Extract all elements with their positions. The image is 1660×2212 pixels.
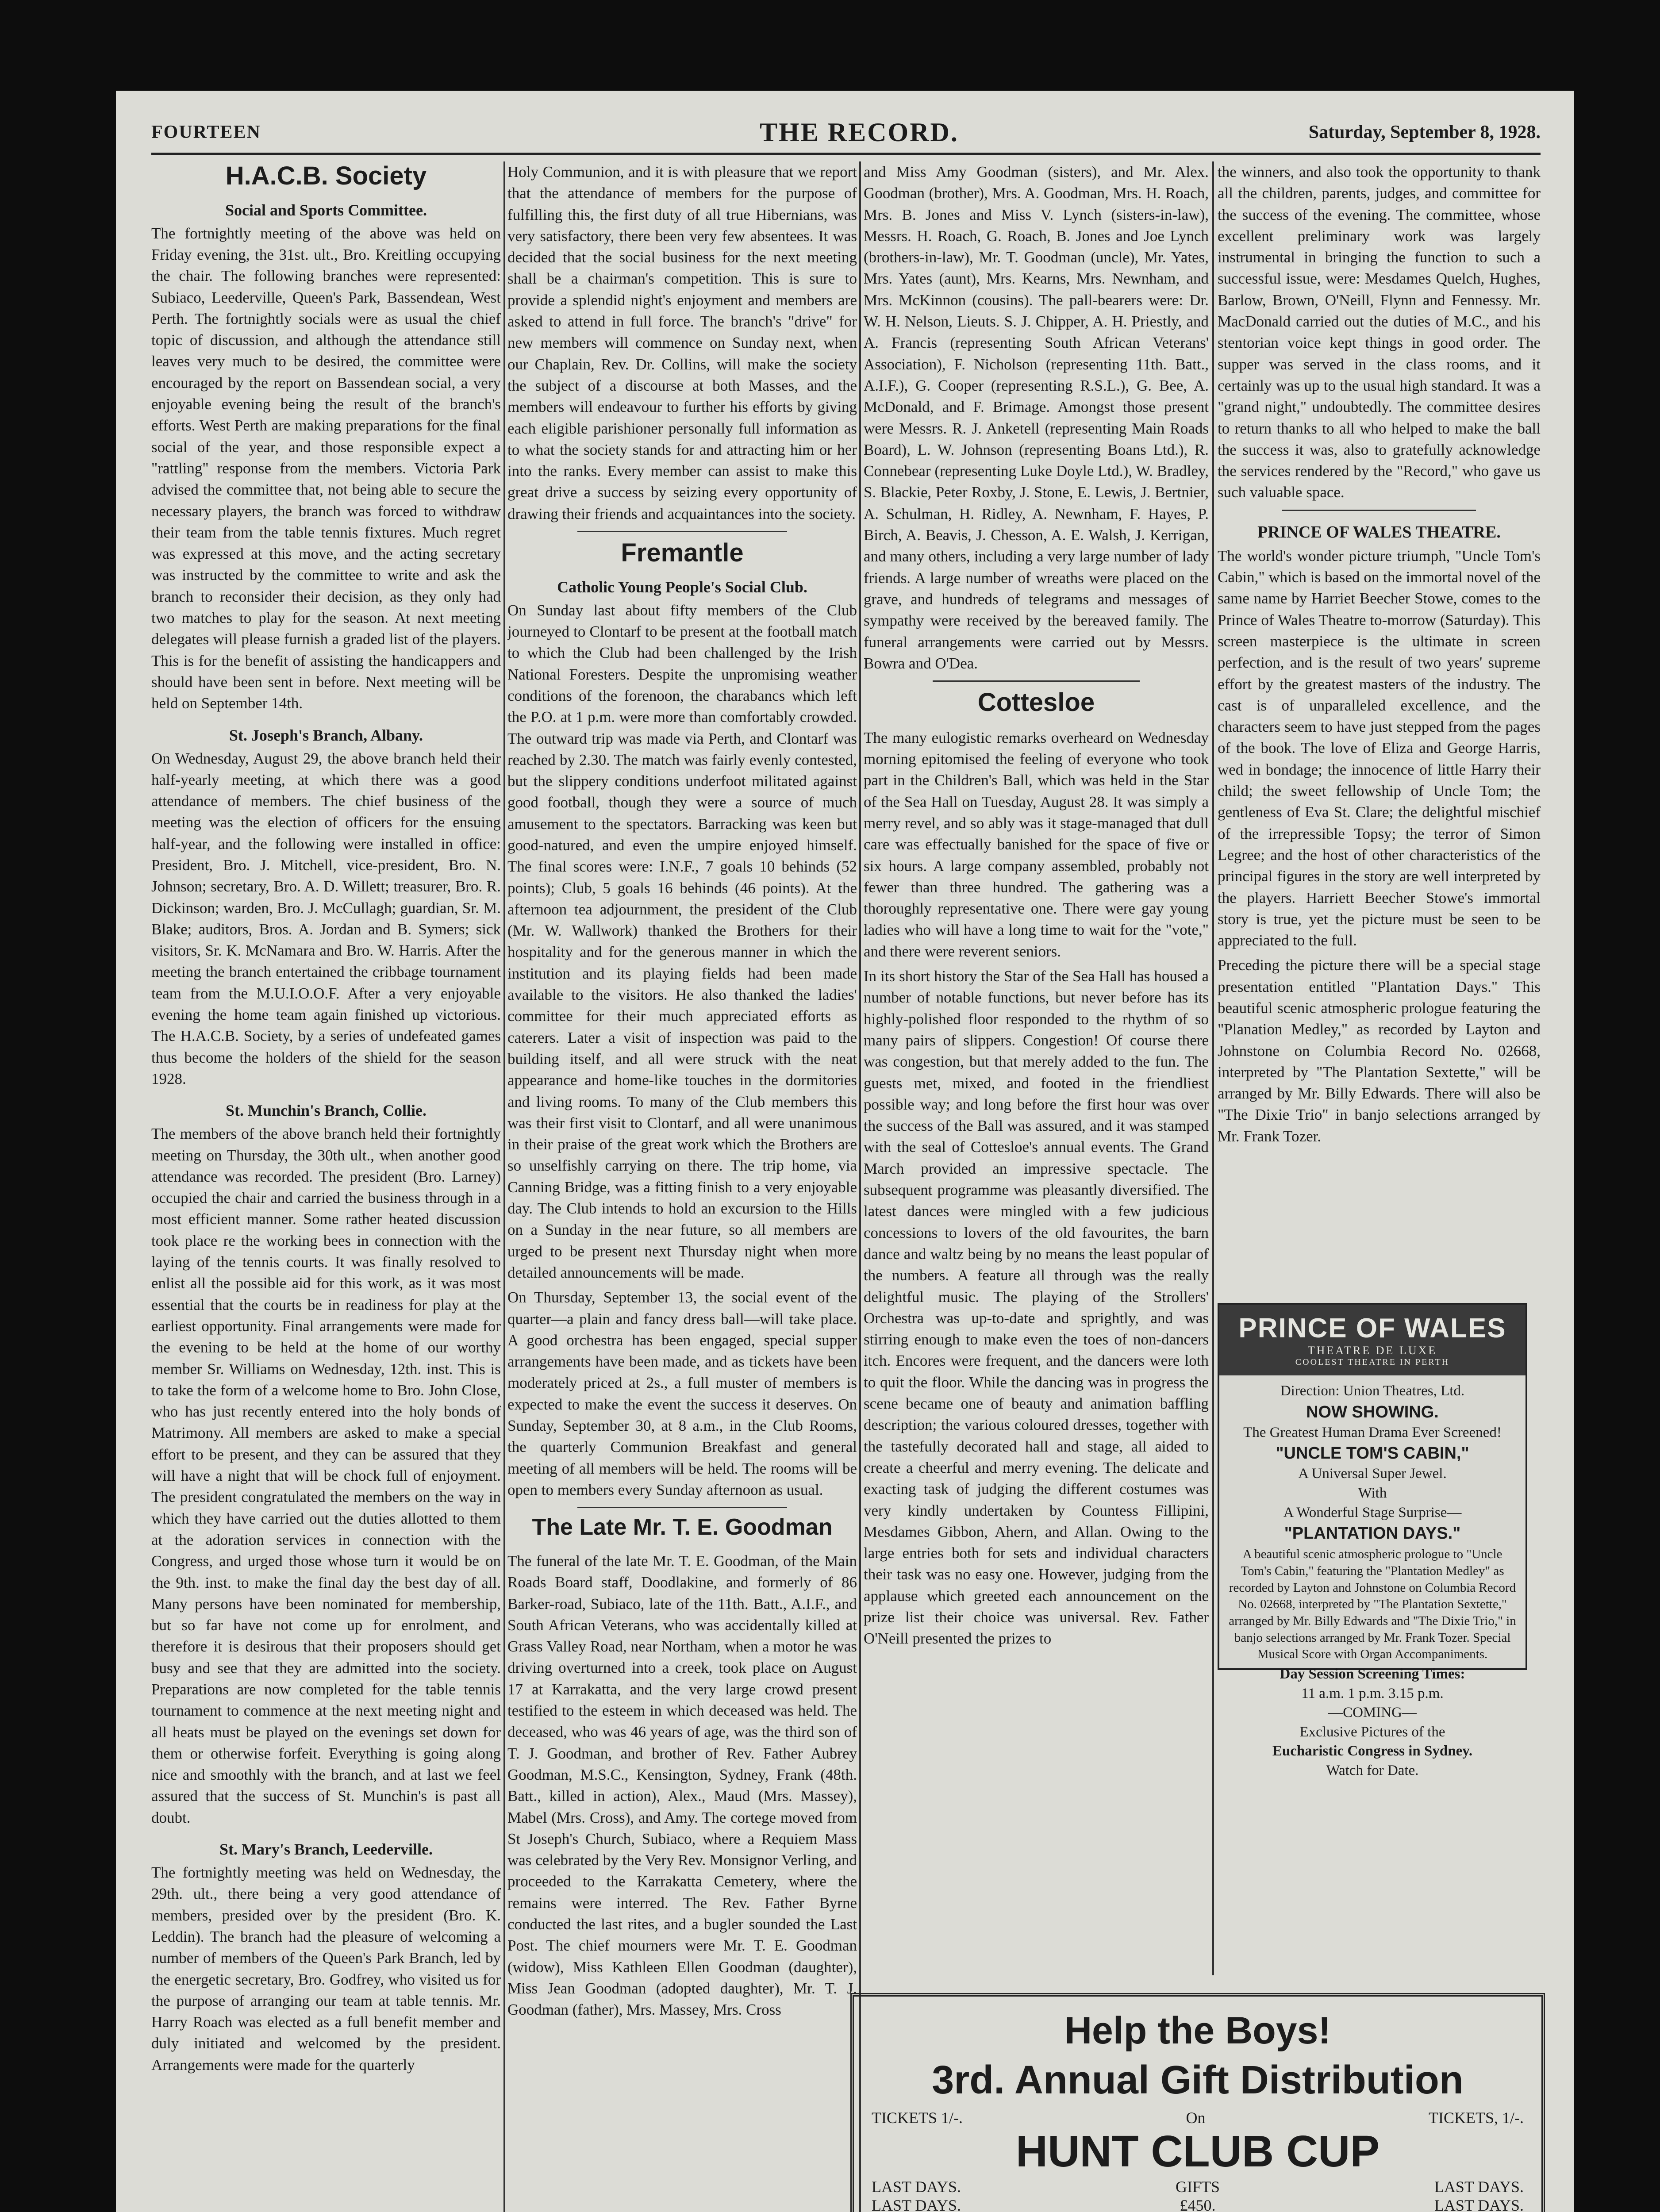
banner-name: PRINCE OF WALES: [1238, 1313, 1506, 1344]
leederville-paragraph: The fortnightly meeting was held on Wednesday, the 29th. ult., there being a very good attendance of members, presided over by the president (Bro. K. Leddin). The branch had the pleasure of welcoming a number of members of the Queen's Park Branch, led by the energetic secretary, Bro. Godfrey, who visited us for the purpose of arranging our team at table tennis. Mr. Harry Roach was elected as a full benefit member and duly initiated and welcomed by the president. Arrangements were made for the quarterly: [151, 1864, 501, 2074]
tickets-right: TICKETS, 1/-.: [1429, 2108, 1524, 2127]
cottesloe-paragraph-3: the winners, and also took the opportunity to thank all the children, parents, judges, and committee for the success of the evening. The committee, whose excellent preliminary work was largely instrumental in bringing the function to such a successful issue, were: Mesdames Quelch, Hughes, Barlow, Brown, O'Neill, Flynn and Fennessy. Mr. MacDonald carried out the duties of M.C., and his stentorian voice kept things in good order. The supper was served in the class rooms, and it certainly was up to the usual high standard. It was a "grand night," undoubtedly. The committee desires to return thanks to all who helped to make the ball the success it was, also to gratefully acknowledge the services rendered by the "Record," who gave us such valuable space.: [1218, 163, 1541, 501]
fremantle-heading: Fremantle: [621, 538, 744, 568]
last-days-row-2: [872, 2196, 1524, 2212]
divider: [577, 1507, 787, 1508]
fremantle-subheading: Catholic Young People's Social Club.: [557, 578, 807, 596]
surprise-line: A Wonderful Stage Surprise—: [1283, 1504, 1462, 1521]
theatre-advertisement: [1218, 1303, 1527, 1778]
fremantle-paragraph-1: On Sunday last about fifty members of the Club journeyed to Clontarf to be present at the football match to which the Club had been challenged by the Irish National Foresters. Despite the unpromising weather conditions of the forenoon, the charabancs which left the P.O. at 1 p.m. were more than comfortably crowded. The outward trip was made via Perth, and Clontarf was reached by 2.30. The match was fairly evenly contested, but the slippery conditions underfoot militated against good football, though they were a source of much amusement to the spectators. Barracking was keen but good-natured, and even the umpire enjoyed himself. The final scores were: I.N.F., 7 goals 10 behinds (52 points); Club, 5 goals 16 behinds (46 points). At the afternoon tea adjournment, the president of the Club (Mr. W. Wallwork) thanked the Brothers for their hospitality and for the generous manner in which the institution and its playing fields had been made available to the visitors. He also thanked the ladies' committee for their much appreciated efforts as caterers. Later a visit of inspection was paid to the building itself, and all were struck with the neat appearance and home-like touches in the dormitories and living rooms. To many of the Club members this was their first visit to Clontarf, and all were unanimous in their praise of the great work which the Brothers are so unselfishly carrying on there. The trip home, via Canning Bridge, was a fitting finish to a very enjoyable day. The Club intends to hold an excursion to the Hills on a Sunday in the near future, so all members are urged to be present next Thursday night when more detailed announcements will be made.: [507, 601, 857, 1281]
now-showing: NOW SHOWING.: [1306, 1402, 1439, 1421]
albany-paragraph: On Wednesday, August 29, the above branch held their half-yearly meeting, at which there was a good attendance of members. The chief business of the meeting was the election of officers for the ensuing half-year, and the following were installed in office: President, Bro. J. Mitchell, vice-president, Bro. N. Johnson; secretary, Bro. A. D. Willett; treasurer, Bro. R. Dickinson; warden, Bro. J. McCullagh; guardian, Sr. M. Blake; auditors, Bros. A. Jordan and B. Symers; sick visitors, Sr. K. McNamara and Bro. W. Harris. After the meeting the branch entertained the cribbage tournament team from the M.U.I.O.O.F. After a very enjoyable evening the home team again finished up victorious. The H.A.C.B. Society, by a series of undefeated games thus become the holders of the shield for the season 1928.: [151, 749, 501, 1087]
on-label: On: [1186, 2108, 1206, 2127]
banner-tagline: COOLEST THEATRE IN PERTH: [1295, 1357, 1450, 1367]
collie-paragraph: The members of the above branch held their fortnightly meeting on Thursday, the 30th ult., when another good attendance was recorded. The president (Bro. Larney) occupied the chair and carried the business through in a most efficient manner. Some rather heated discussion took place re the working bees in connection with the laying of the tennis courts. It was finally resolved to enlist all the possible aid for this work, as it was most essential that the courts be in readiness for play at the earliest opportunity. Final arrangements were made for the evening to be held at the home of our worthy member Sr. Williams on Wednesday, 12th. inst. This is to take the form of a welcome home to Bro. John Close, who has just recently entered into the holy bonds of Matrimony. All members are asked to make a special effort to be present, and they can be assured that they will have a night that will be chock full of enjoyment. The president congratulated the members on the way in which they have carried out the duties allotted to them at the adoration services in connection with the Congress, and urged those whose turn it would be on the 9th. inst. to make the final day the best day of all. Many persons have been nominated for membership, but so far have not come up for enrolment, and therefore it is desirous that their proposers should get busy and see that they are admitted into the society. Preparations are now completed for the table tennis tournament to commence at the next meeting night and all heats must be played on the evenings set down for them or otherwise forfeit. Everything is going along nice and smoothly with the branch, and at last we feel assured that the success of St. Munchin's is past all doubt.: [151, 1125, 501, 1826]
with-line: With: [1358, 1485, 1387, 1501]
social-paragraph: The fortnightly meeting of the above was held on Friday evening, the 31st. ult., Bro. Kreitling occupying the chair. The following branches were represented: Subiaco, Leederville, Queen's Park, Bassendean, West Perth. The fortnightly socials were as usual the chief topic of discussion, and although the attendance still leaves very much to be desired, the committee were encouraged by the report on Bassendean social, a very enjoyable evening being the result of the branch's efforts. West Perth are making preparations for the final social of the year, and those responsible expect a "rattling" response from the members. Victoria Park advised the committee that, not being able to secure the necessary players, the branch was forced to withdraw their team from the table tennis fixtures. Much regret was expressed at this move, and the acting secretary was instructed by the committee to write and ask the branch to reconsider their decision, as they only had two matches to play for the season. At next meeting delegates will please furnish a graded list of the players. This is for the benefit of assisting the handicappers and should have been sent in before. Next meeting will be held on September 14th.: [151, 224, 501, 712]
times-label: Day Session Screening Times:: [1280, 1666, 1465, 1682]
column-2: [507, 161, 857, 2212]
stage-description: A beautiful scenic atmospheric prologue to "Uncle Tom's Cabin," featuring the "Plantation Medley" as recorded by Layton and Johnstone on Columbia Record No. 02668, interpreted by "The Plantation Sextette," arranged by Mr. Billy Edwards and "The Dixie Trio," in banjo selections arranged by Mr. Frank Tozer. Special Musical Score with Organ Accompaniments.: [1229, 1547, 1516, 1662]
collie-subheading: St. Munchin's Branch, Collie.: [225, 1102, 427, 1120]
divider: [577, 531, 787, 532]
gift-headline: Help the Boys!: [1064, 2009, 1331, 2052]
coming: —COMING—: [1328, 1705, 1417, 1721]
issue-date: Saturday, September 8, 1928.: [1308, 122, 1541, 142]
hacb-heading: H.A.C.B. Society: [225, 161, 427, 190]
goodman-heading: The Late Mr. T. E. Goodman: [532, 1514, 833, 1540]
eucharistic-line: Eucharistic Congress in Sydney.: [1272, 1743, 1473, 1759]
cottesloe-heading: Cottesloe: [977, 688, 1095, 717]
last-days-label: LAST DAYS.: [872, 2196, 961, 2212]
direction-line: Direction: Union Theatres, Ltd.: [1280, 1383, 1465, 1399]
cottesloe-paragraph-2: In its short history the Star of the Sea Hall has housed a number of notable functions, but never before has its highly-polished floor responded to the rhythm of so many pairs of slippers. Congestion! Of course there was congestion, but that merely added to the fun. The guests met, mixed, and footed in the friendliest possible way; and long before the first hour was over the success of the Ball was assured, and it was stamped with the seal of Cottesloe's annual events. The Grand March provided an impressive spectacle. The subsequent programme was pleasantly diversified. The latest dances were mingled with a few judicious concessions to lovers of the old favourites, the barn dance and waltz being by no means the least popular of the numbers. A feature all through was the really delightful music. The playing of the Strollers' Orchestra was up-to-date and sprightly, and was stirring enough to make even the toes of non-dancers itch. Encores were frequent, and the dancers were loth to quit the floor. While the dancing was in progress the scene became one of beauty and animation baffling description; the various coloured dresses, together with the tastefully decorated hall and stage, all aided to create a cheerful and merry evening. The delicate and exacting task of judging the different costumes was very kindly undertaken by Countess Fillipini, Mesdames Gibbon, Ahern, and Allan. Owing to the large entries both for sets and individual characters their task was no easy one. However, judging from the applause which greeted each announcement on the prize list their choice was universal. Rev. Father O'Neill presented the prizes to: [864, 968, 1209, 1647]
gift-value: £450.: [1180, 2196, 1216, 2212]
last-days-label: LAST DAYS.: [1434, 2196, 1524, 2212]
prince-paragraph-1: The world's wonder picture triumph, "Uncle Tom's Cabin," which is based on the immortal novel of the same name by Harriet Beecher Stowe, comes to the Prince of Wales Theatre to-morrow (Saturday). This screen masterpiece is the ultimate in screen perfection, and is the result of two years' supreme effort by the greatest masters of the industry. The cast is of unparalleled excellence, and the characters seem to have just stepped from the pages of the book. The love of Eliza and George Harris, wed in bondage; the innocence of little Harry their child; the sweet fellowship of Uncle Tom; the gentleness of Eva St. Clare; the delightful mischief of the irrepressible Topsy; the terror of Simon Legree; and the host of other characteristics of the principal figures in the story are well interpreted by the players. Harriett Beecher Stowe's immortal story is true, yet the picture must be seen to be appreciated to the full.: [1218, 547, 1541, 949]
gift-subheadline: 3rd. Annual Gift Distribution: [932, 2058, 1464, 2102]
column-1: [151, 161, 501, 2212]
gift-distribution-advertisement: [850, 1993, 1545, 2212]
page-number: FOURTEEN: [151, 122, 261, 142]
divider: [933, 680, 1140, 682]
paper-title: THE RECORD.: [760, 118, 959, 147]
tagline: The Greatest Human Drama Ever Screened!: [1243, 1424, 1502, 1440]
last-days-label: LAST DAYS.: [872, 2177, 961, 2196]
gifts-label: GIFTS: [1175, 2177, 1220, 2196]
leederville-continued: Holy Communion, and it is with pleasure that we report that the attendance of members for the purpose of fulfilling this, the first duty of all true Hibernians, was very satisfactory, there been very few absentees. It was decided that the social business for the next meeting shall be a chairman's competition. This is sure to provide a splendid night's enjoyment and members are asked to attend in full force. The branch's "drive" for new members will commence on Sunday next, when our Chaplain, Rev. Dr. Collins, will make the society the subject of a discourse at both Masses, and the members will endeavour to further his efforts by giving each eligible parishioner personally full information as to what the society stands for and attracting him or her into the ranks. Every member can assist to make this great drive a success by seizing every opportunity of drawing their friends and acquaintances into the society.: [507, 163, 857, 522]
watch-line: Watch for Date.: [1326, 1762, 1419, 1778]
albany-subheading: St. Joseph's Branch, Albany.: [229, 726, 423, 744]
last-days-label: LAST DAYS.: [1434, 2177, 1524, 2196]
column-rule: [1212, 161, 1214, 1975]
leederville-subheading: St. Mary's Branch, Leederville.: [219, 1840, 433, 1859]
cottesloe-paragraph-1: The many eulogistic remarks overheard on Wednesday morning epitomised the feeling of everyone who took part in the Children's Ball, which was held in the Star of the Sea Hall on Tuesday, August 28. It was simply a merry revel, and so ably was it stage-managed that dull care was effectually banished for the space of five or six hours. A large company assembled, probably not fewer than three hundred. The gathering was a thoroughly representative one. There were gay young ladies who will have a long time to wait for the "vote," and there were reverent seniors.: [864, 729, 1209, 960]
times: 11 a.m. 1 p.m. 3.15 p.m.: [1301, 1685, 1444, 1701]
prince-paragraph-2: Preceding the picture there will be a special stage presentation entitled "Plantation Days." This beautiful scenic atmospheric prologue featuring the "Planation Medley," as recorded by Layton and Johnstone on Columbia Record No. 02668, interpreted by "The Plantation Sextette," will be arranged by Mr. Billy Edwards. There will also be "The Dixie Trio" in banjo selections arranged by Mr. Frank Tozer.: [1218, 956, 1541, 1145]
prince-heading: PRINCE OF WALES THEATRE.: [1257, 522, 1501, 541]
goodman-paragraph-1: The funeral of the late Mr. T. E. Goodman, of the Main Roads Board staff, Doodlakine, and formerly of 86 Barker-road, Subiaco, late of the 11th. Batt., A.I.F., and South African Veterans, who was accidentally killed at Grass Valley Road, near Northam, when a motor he was driving overturned into a creek, took place on August 17 at Karrakatta, and the very large crowd present testified to the esteem in which deceased was held. The deceased, who was 46 years of age, was the third son of T. J. Goodman, and brother of Rev. Father Aubrey Goodman, M.S.C., Kensington, Sydney, Frank (48th. Batt., killed in action), Alex., Maud (Mrs. Massey), Mabel (Mrs. Cross), and Amy. The cortege moved from St Joseph's Church, Subiaco, where a Requiem Mass was celebrated by the Very Rev. Monsignor Verling, and proceeded to the Karrakatta Cemetery, where the remains were interred. The Rev. Father Byrne conducted the last rites, and a bugler sounded the Last Post. The chief mourners were Mr. T. E. Goodman (widow), Miss Kathleen Ellen Goodman (daughter), Miss Jean Goodman (adopted daughter), Mr. T. J. Goodman (father), Mrs. Massey, Mrs. Cross: [507, 1552, 857, 2019]
tickets-left: TICKETS 1/-.: [872, 2108, 963, 2127]
newspaper-page: [116, 91, 1574, 2212]
fremantle-paragraph-2: On Thursday, September 13, the social event of the quarter—a plain and fancy dress ball—will take place. A good orchestra has been engaged, special supper arrangements have been made, and as tickets have been moderately priced at 2s., a full muster of members is expected to make the event the success it deserves. On Sunday, September 30, at 8 a.m., in the Club Rooms, the quarterly Communion Breakfast and general meeting of all members will be held. The rooms will be open to members every Sunday afternoon as usual.: [507, 1289, 857, 1498]
column-rule: [859, 161, 861, 2212]
column-3: [864, 161, 1209, 2212]
film-title: "UNCLE TOM'S CABIN,": [1276, 1444, 1469, 1463]
divider: [1282, 510, 1476, 511]
jewel-line: A Universal Super Jewel.: [1298, 1466, 1447, 1482]
column-rule: [503, 161, 505, 2212]
goodman-paragraph-2: and Miss Amy Goodman (sisters), and Mr. Alex. Goodman (brother), Mrs. A. Goodman, Mrs. H. Roach, Mrs. B. Jones and Miss V. Lynch (sisters-in-law), Messrs. H. Roach, G. Roach, B. Jones and Joe Lynch (brothers-in-law), Mr. T. Goodman (uncle), Mr. Yates, Mrs. Yates (aunt), Mrs. Kearns, Mrs. Newnham, and Mrs. McKinnon (cousins). The pall-bearers were: Dr. W. H. Nelson, Lieuts. S. J. Chipper, A. H. Priestly, and A. Francis (representing South African Veterans' Association), F. Nicholson (representing 11th. Batt., A.I.F.), G. Cooper (representing R.S.L.), G. Bee, A. McDonald, and F. Brimage. Amongst those present were Messrs. R. J. Anketell (representing Main Roads Board), L. W. Johnson (representing Boans Ltd.), R. Connebear (representing Luke Doyle Ltd.), W. Bradley, S. Blackie, Peter Roxby, J. Stone, E. Lewis, J. Bertnier, A. Schulman, H. Ridley, A. Newnham, F. Hayes, P. Birch, A. Beavis, J. Chesson, A. E. Walsh, J. Kerrigan, and many others, including a very large number of lady friends. A large number of wreaths were placed on the grave, and hundreds of telegrams and messages of sympathy were received by the bereaved family. The funeral arrangements were carried out by Messrs. Bowra and O'Dea.: [864, 163, 1209, 672]
hunt-club-cup: HUNT CLUB CUP: [1015, 2126, 1380, 2176]
theatre-ad-body: [1219, 1375, 1526, 1786]
theatre-banner: [1219, 1305, 1526, 1375]
masthead: [151, 118, 1541, 155]
social-subheading: Social and Sports Committee.: [225, 201, 427, 219]
tickets-row: [872, 2108, 1524, 2127]
exclusive-line: Exclusive Pictures of the: [1299, 1724, 1445, 1740]
banner-subtitle: THEATRE DE LUXE: [1307, 1344, 1437, 1357]
last-days-row-1: [872, 2177, 1524, 2196]
stage-title: "PLANTATION DAYS.": [1284, 1524, 1461, 1543]
